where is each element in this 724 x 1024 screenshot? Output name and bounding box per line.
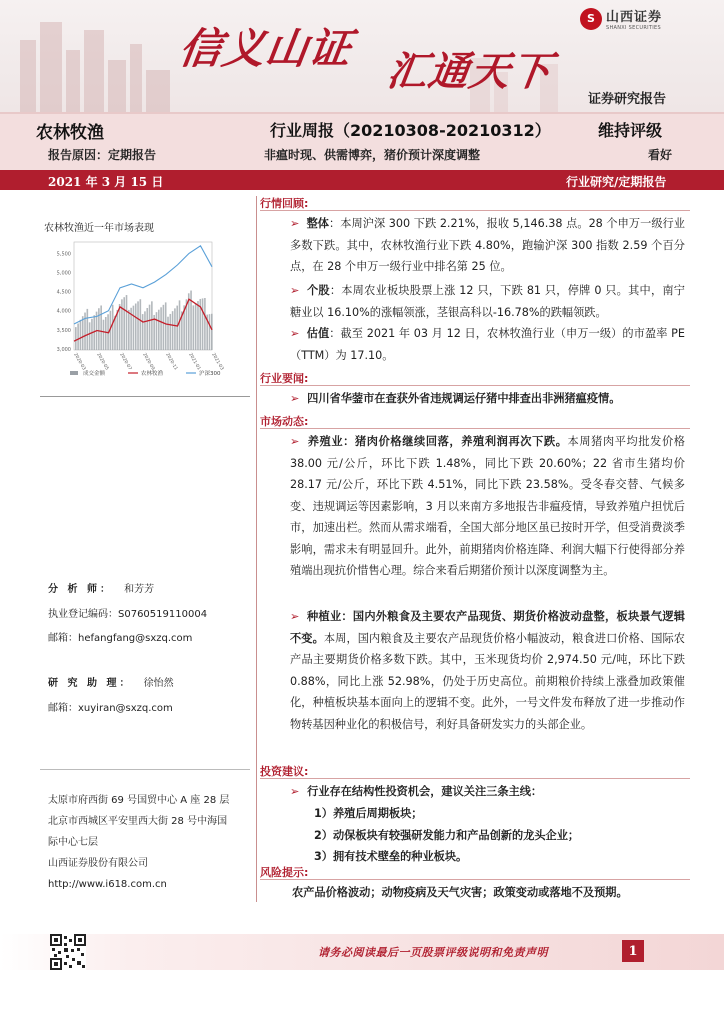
bullet-icon: ➢: [290, 392, 300, 405]
chart-x-tick-label: 2020-07: [118, 352, 133, 372]
review-stock-label: 个股: [306, 284, 330, 297]
chart-volume-bar: [174, 308, 176, 350]
chart-volume-bar: [193, 305, 195, 350]
chart-volume-bar: [142, 314, 144, 350]
chart-volume-bar: [77, 323, 79, 350]
chart-volume-bar: [91, 319, 93, 350]
chart-volume-bar: [195, 303, 197, 350]
chart-volume-bar: [75, 327, 77, 350]
invest-list: [314, 803, 684, 868]
invest-item: 2）动保板块有较强研发能力和产品创新的龙头企业；: [314, 828, 580, 842]
review-overall: [290, 213, 685, 278]
chart-x-tick-label: 2021-03: [210, 352, 225, 372]
chart-volume-bar: [98, 308, 100, 350]
report-title: 行业周报（20210308-20210312）: [270, 121, 551, 140]
report-reason: 报告原因：定期报告: [48, 148, 157, 162]
chart-volume-bar: [105, 317, 107, 350]
report-type: 证券研究报告: [588, 92, 667, 107]
chart-volume-bar: [163, 305, 165, 350]
rating-label: 维持评级: [598, 121, 663, 140]
market-livestock-headline: 猪肉价格继续回落，养殖利润再次下跌。: [354, 435, 568, 448]
chart-legend-swatch: [70, 371, 78, 375]
address-line: 太原市府西街 69 号国贸中心 A 座 28 层: [48, 795, 230, 806]
chart-legend-label: 农林牧渔: [141, 371, 164, 377]
chart-volume-bar: [140, 299, 142, 350]
market-crops-headline: 国内外粮食及主要农产品现货、期货价格波动盘整，板块景气逻辑不变。: [290, 610, 685, 645]
chart-volume-bar: [160, 307, 162, 350]
logo-name-en: SHANXI SECURITIES: [606, 25, 661, 31]
chart-y-tick-label: 3,500: [56, 327, 71, 334]
chart-volume-bar: [151, 301, 153, 350]
news-item: [290, 388, 685, 410]
chart-volume-bar: [156, 312, 158, 350]
chart-volume-bar: [149, 305, 151, 350]
chart-volume-bar: [103, 320, 105, 350]
invest-lead-text: 行业存在结构性投资机会，建议关注三条主线：: [307, 785, 543, 798]
logo-mark-icon: S: [580, 8, 602, 30]
chart-y-tick-label: 4,000: [56, 308, 71, 315]
chart-volume-bar: [202, 298, 204, 350]
assistant-name: 徐怡然: [143, 678, 174, 689]
chart-volume-bar: [165, 302, 167, 350]
section-rule: [260, 428, 690, 429]
left-divider: [40, 396, 250, 397]
address-divider: [40, 769, 250, 770]
rating-value: 看好: [648, 148, 673, 162]
report-date: 2021 年 3 月 15 日: [48, 175, 164, 189]
page-number: 1: [622, 940, 644, 962]
analyst-name: 和芳芳: [124, 584, 155, 595]
chart-volume-bar: [116, 310, 118, 350]
chart-volume-bar: [80, 320, 82, 350]
chart-volume-bar: [170, 314, 172, 350]
chart-y-tick-label: 3,000: [56, 346, 71, 353]
chart-legend-label: 成交金额: [83, 371, 106, 377]
news-item-text: 四川省华蓥市在查获外省违规调运仔猪中排查出非洲猪瘟疫情。: [307, 392, 621, 405]
chart-volume-bar: [126, 295, 128, 350]
column-divider: [256, 196, 257, 902]
analyst-label: 分 析 师：: [48, 584, 113, 595]
review-valuation-label: 估值: [306, 327, 330, 340]
section-rule: [260, 385, 690, 386]
chart-x-tick-label: 2020-11: [164, 352, 179, 372]
report-department: 行业研究/定期报告: [566, 175, 667, 189]
chart-volume-bar: [119, 304, 121, 350]
chart-y-tick-label: 4,500: [56, 289, 71, 296]
chart-volume-bar: [146, 308, 148, 350]
chart-volume-bar: [204, 298, 206, 350]
section-title-market: 市场动态:: [260, 415, 309, 428]
chart-y-tick-label: 5,500: [56, 251, 71, 258]
chart-volume-bar: [89, 322, 91, 350]
license-number: 执业登记编码：S0760519110004: [48, 609, 208, 620]
company-address-block: [48, 790, 256, 895]
company-website[interactable]: http://www.i618.com.cn: [48, 879, 167, 890]
chart-volume-bar: [82, 316, 84, 350]
chart-volume-bar: [153, 315, 155, 350]
assistant-label: 研 究 助 理：: [48, 678, 133, 689]
section-title-invest: 投资建议:: [260, 765, 309, 778]
market-crops-text: 本周，国内粮食及主要农产品现货价格小幅波动，粮食进口价格、国际农产品主要期货价格多数下跌。其中，玉米现货均价 2,974.50 元/吨，环比下跌 0.88%，同比上涨 52.98%，仍处于历史高位。前期粮价持续上涨叠加政策催化，种植板块基本面向上的逻辑不变。此外，一号文件发布释放了进一步推动作物转基因种业化的积极信号，利好具备研发实力的头部企业。: [290, 631, 685, 731]
chart-x-tick-label: 2020-05: [95, 352, 110, 372]
address-line: 北京市西城区平安里西大街 28 号中海国: [48, 816, 228, 827]
chart-volume-bar: [100, 305, 102, 350]
review-valuation-text: ：截至 2021 年 03 月 12 日，农林牧渔行业（申万一级）的市盈率 PE（TTM）为 17.10。: [290, 327, 685, 362]
section-rule: [260, 778, 690, 779]
invest-item: 3）拥有技术壁垒的种业板块。: [314, 850, 468, 863]
risk-text: 农产品价格波动；动物疫病及天气灾害；政策变动或落地不及预期。: [292, 886, 628, 899]
review-valuation: [290, 323, 685, 366]
market-crops-label: 种植业：: [307, 610, 353, 623]
chart-volume-bar: [167, 317, 169, 350]
section-title-news: 行业要闻:: [260, 372, 309, 385]
chart-volume-bar: [172, 311, 174, 350]
chart-title: 农林牧渔近一年市场表现: [44, 223, 154, 234]
chart-volume-bar: [179, 300, 181, 350]
banner-slogan-part1: 信义山证: [176, 24, 356, 73]
market-livestock-text: 本周猪肉平均批发价格 38.00 元/公斤，环比下跌 1.48%，同比下跌 20.60%；22 省市生猪均价 28.17 元/公斤，环比下跌 4.51%，同比下跌 23.58%。受冬春交替、气候多变、违规调运等因素影响，3 月以来南方多地报告非瘟疫情，导致养殖户担忧后市，加速出栏。然而从需求端看，全国大部分地区虽已按时开学，但受消费淡季影响，需求未有明显回升。此外，前期猪肉价格连降、利润大幅下行使得部分养殖端出现抗价惜售心理。综合来看后期猪价预计以深度调整为主。: [290, 435, 685, 577]
chart-volume-bar: [87, 309, 89, 350]
chart-volume-bar: [158, 310, 160, 350]
chart-legend-label: 沪深300: [199, 371, 221, 377]
assistant-email[interactable]: 邮箱：xuyiran@sxzq.com: [48, 703, 173, 714]
industry-name: 农林牧渔: [36, 123, 104, 143]
chart-volume-bar: [176, 306, 178, 350]
chart-volume-bar: [135, 304, 137, 350]
header-banner: [0, 0, 724, 112]
review-stock: [290, 280, 685, 323]
chart-volume-bar: [121, 299, 123, 350]
bullet-icon: ➢: [290, 785, 300, 798]
review-stock-text: ：本周农业板块股票上涨 12 只，下跌 81 只，停牌 0 只。其中，南宁糖业以 16.10%的涨幅领涨，茎银高科以-16.78%的跌幅领跌。: [290, 284, 685, 319]
report-subtitle: 非瘟时现、供需博弈，猪价预计深度调整: [264, 148, 481, 162]
assistant-line: [48, 674, 174, 689]
invest-item: 1）养殖后周期板块；: [314, 807, 423, 820]
bullet-icon: ➢: [290, 435, 300, 448]
bullet-icon: ➢: [290, 327, 300, 340]
chart-volume-bar: [209, 314, 211, 350]
review-overall-label: 整体: [306, 217, 330, 230]
chart-volume-bar: [137, 301, 139, 350]
invest-lead: [290, 781, 685, 803]
chart-x-tick-label: 2020-03: [72, 352, 87, 372]
market-livestock: [290, 431, 685, 582]
section-rule: [260, 879, 690, 880]
qr-code-icon[interactable]: [50, 934, 86, 970]
chart-x-tick-label: 2021-01: [187, 352, 202, 372]
chart-volume-bar: [123, 297, 125, 350]
chart-x-tick-label: 2020-09: [141, 352, 156, 372]
chart-volume-bar: [133, 306, 135, 350]
company-logo: [580, 6, 662, 31]
chart-volume-bar: [211, 314, 213, 350]
market-crops: [290, 606, 685, 735]
chart-volume-bar: [197, 301, 199, 350]
chart-volume-bar: [144, 311, 146, 350]
analyst-line: [48, 580, 154, 595]
market-livestock-label: 养殖业：: [307, 435, 355, 448]
bullet-icon: ➢: [290, 284, 300, 297]
chart-volume-bar: [128, 310, 130, 350]
bullet-icon: ➢: [290, 610, 300, 623]
address-line: 山西证券股份有限公司: [48, 858, 148, 869]
chart-y-tick-label: 5,000: [56, 270, 71, 277]
section-rule: [260, 210, 690, 211]
section-title-risk: 风险提示:: [260, 866, 309, 879]
logo-name-cn: 山西证券: [606, 10, 663, 25]
chart-volume-bar: [112, 305, 114, 350]
banner-slogan-part2: 汇通天下: [384, 48, 555, 95]
analyst-email[interactable]: 邮箱：hefangfang@sxzq.com: [48, 633, 193, 644]
footer-disclaimer: 请务必阅读最后一页股票评级说明和免责声明: [318, 946, 548, 959]
review-overall-text: ：本周沪深 300 下跌 2.21%，报收 5,146.38 点。28 个申万一级行业多数下跌。其中，农林牧渔行业下跌 4.80%，跑输沪深 300 指数 2.59 个百分点，在 28 个申万一级行业中排名第 25 位。: [290, 217, 685, 273]
bullet-icon: ➢: [290, 217, 300, 230]
market-performance-chart: [40, 232, 240, 382]
address-line: 际中心七层: [48, 837, 98, 848]
section-title-review: 行情回顾:: [260, 197, 309, 210]
